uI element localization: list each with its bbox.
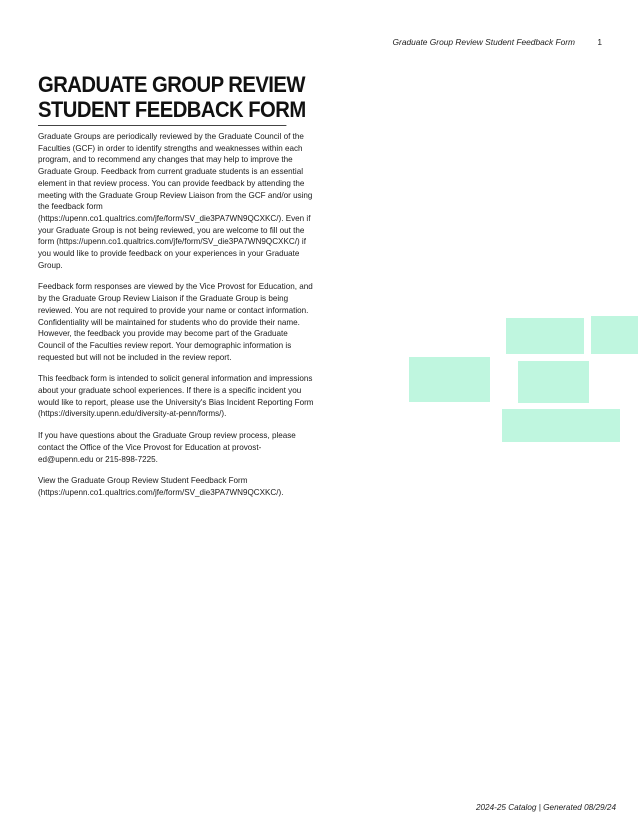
running-header bbox=[393, 37, 602, 47]
decorative-block bbox=[502, 409, 620, 442]
page-number: 1 bbox=[597, 37, 602, 47]
paragraph-contact: If you have questions about the Graduate Group review process, please contact the Office of the Vice Provost for Education at provost-ed@upenn.edu or 215-898-7225. bbox=[38, 431, 296, 464]
paragraph-confidentiality: Feedback form responses are viewed by the Vice Provost for Education, and by the Graduate Group Review Liaison if the Graduate Group is being reviewed. You are not required to provide your name or contact information. Confidentiality will be maintained for students who do provide their name. However, the feedback you provide may become part of the Graduate Council of the Faculties review report. Your demographic information is requested but will not be included in the review report. bbox=[38, 282, 313, 362]
paragraph-form-link: View the Graduate Group Review Student Feedback Form (https://upenn.co1.qualtrics.com/jfe/form/SV_die3PA7WN9QCXKC/). bbox=[38, 476, 284, 497]
decorative-block bbox=[409, 357, 490, 402]
page-title-line-2: STUDENT FEEDBACK FORM bbox=[38, 97, 306, 122]
paragraph-intro: Graduate Groups are periodically reviewed by the Graduate Council of the Faculties (GCF) in order to identify strengths and weaknesses within each program, and to recommend any changes that may help to improve the Graduate Group. Feedback from current graduate students is an essential element in that review process. You can provide feedback by attending the meeting with the Graduate Group Review Liaison from the GCF and/or using the feedback form (https://upenn.co1.qualtrics.com/jfe/form/SV_die3PA7WN9QCXKC/). Even if your Graduate Group is not being reviewed, you are welcome to fill out the form (https://upenn.co1.qualtrics.com/jfe/form/SV_die3PA7WN9QCXKC/) if you would like to provide feedback on your experiences in your Graduate Group. bbox=[38, 132, 313, 270]
decorative-block bbox=[591, 316, 638, 354]
page-title bbox=[38, 72, 306, 126]
page-title-line-1: GRADUATE GROUP REVIEW bbox=[38, 72, 305, 97]
running-title: Graduate Group Review Student Feedback Form bbox=[392, 37, 575, 47]
decorative-block bbox=[506, 318, 584, 354]
page-footer: 2024-25 Catalog | Generated 08/29/24 bbox=[475, 803, 616, 812]
body-text bbox=[38, 131, 314, 509]
decorative-block bbox=[518, 361, 589, 403]
paragraph-bias-reporting: This feedback form is intended to solicit general information and impressions about your graduate school experiences. If there is a specific incident you would like to report, please use the University's Bias Incident Reporting Form (https://diversity.upenn.edu/diversity-at-penn/forms/). bbox=[38, 374, 314, 419]
